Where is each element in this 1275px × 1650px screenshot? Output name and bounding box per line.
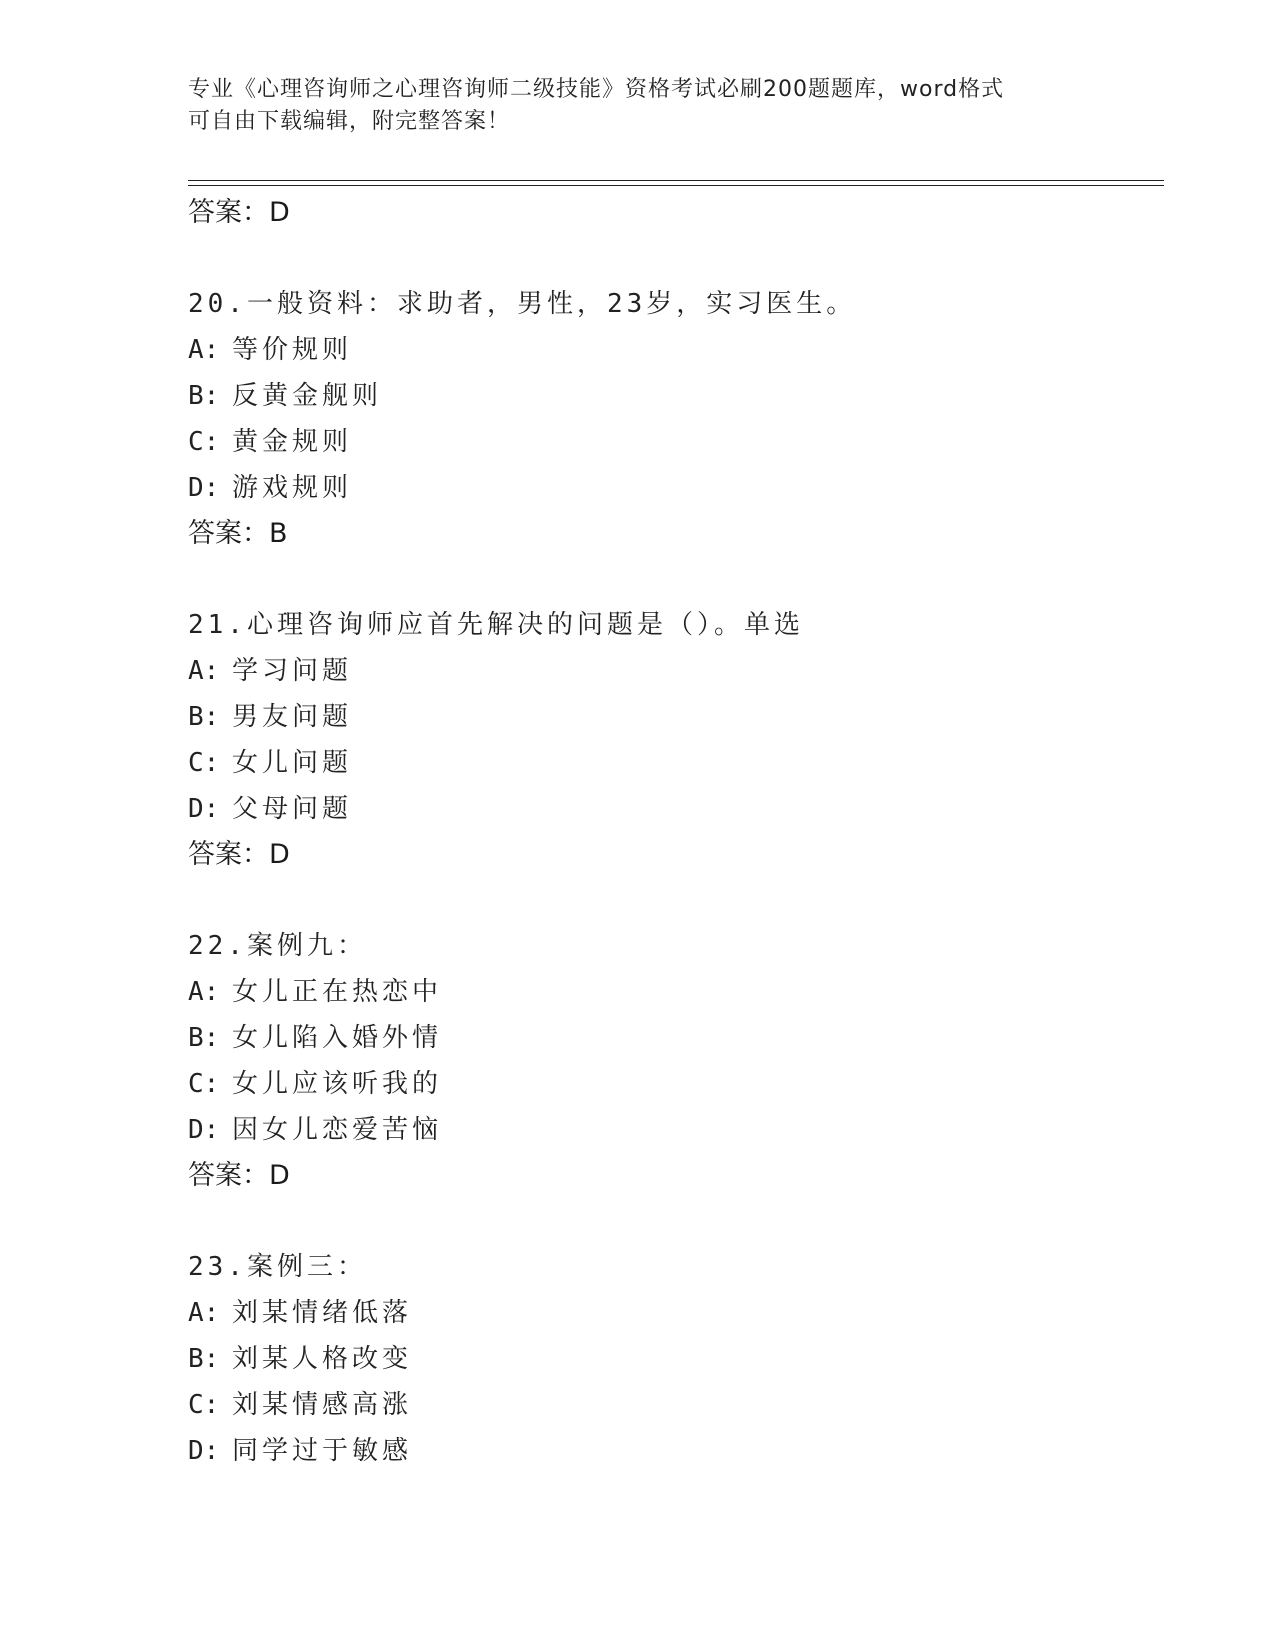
option-text: 因女儿恋爱苦恼 <box>232 1115 443 1145</box>
question-block <box>188 602 1148 878</box>
option-text: 刘某情感高涨 <box>232 1390 413 1420</box>
option-letter: C: <box>188 1390 220 1420</box>
option-c <box>188 740 1148 786</box>
option-letter: B: <box>188 1344 220 1374</box>
question-block <box>188 923 1148 1199</box>
option-text: 女儿应该听我的 <box>232 1069 443 1099</box>
question-stem: 20.一般资料：求助者，男性，23岁，实习医生。 <box>188 289 857 319</box>
option-letter: C: <box>188 748 220 778</box>
option-a <box>188 327 1148 373</box>
option-letter: B: <box>188 1023 220 1053</box>
question-list <box>188 190 1148 1474</box>
option-letter: A: <box>188 1298 220 1328</box>
option-text: 同学过于敏感 <box>232 1436 413 1466</box>
answer-line: 答案：B <box>188 518 288 549</box>
spacer <box>188 878 1148 923</box>
option-d <box>188 1428 1148 1474</box>
option-b <box>188 1015 1148 1061</box>
option-letter: D: <box>188 473 220 503</box>
option-text: 女儿陷入婚外情 <box>232 1023 443 1053</box>
option-text: 男友问题 <box>232 702 353 732</box>
option-letter: D: <box>188 1436 220 1466</box>
question-stem: 22.案例九： <box>188 931 367 961</box>
option-c <box>188 1382 1148 1428</box>
option-text: 女儿正在热恋中 <box>232 977 443 1007</box>
option-text: 刘某人格改变 <box>232 1344 413 1374</box>
option-b <box>188 694 1148 740</box>
question-stem: 21.心理咨询师应首先解决的问题是（）。单选 <box>188 610 804 640</box>
option-letter: D: <box>188 794 220 824</box>
option-letter: C: <box>188 1069 220 1099</box>
option-d <box>188 786 1148 832</box>
option-text: 女儿问题 <box>232 748 353 778</box>
option-c <box>188 1061 1148 1107</box>
option-letter: D: <box>188 1115 220 1145</box>
option-text: 黄金规则 <box>232 427 353 457</box>
answer-line: 答案：D <box>188 1160 290 1191</box>
option-text: 反黄金舰则 <box>232 381 383 411</box>
option-text: 父母问题 <box>232 794 353 824</box>
option-a <box>188 648 1148 694</box>
option-letter: B: <box>188 702 220 732</box>
spacer <box>188 236 1148 281</box>
header-line-2: 可自由下载编辑，附完整答案！ <box>188 109 511 134</box>
spacer <box>188 557 1148 602</box>
option-a <box>188 969 1148 1015</box>
option-text: 等价规则 <box>232 335 353 365</box>
answer-line: 答案：D <box>188 839 290 870</box>
option-text: 学习问题 <box>232 656 353 686</box>
option-c <box>188 419 1148 465</box>
option-d <box>188 465 1148 511</box>
header-line-1: 专业《心理咨询师之心理咨询师二级技能》资格考试必刷200题题库，word格式 <box>188 77 1005 102</box>
option-a <box>188 1290 1148 1336</box>
question-block <box>188 281 1148 557</box>
option-letter: A: <box>188 977 220 1007</box>
option-text: 游戏规则 <box>232 473 353 503</box>
option-letter: B: <box>188 381 220 411</box>
option-b <box>188 373 1148 419</box>
header-rule-top <box>188 180 1164 181</box>
option-letter: C: <box>188 427 220 457</box>
header-rule-bottom <box>188 185 1164 186</box>
question-block <box>188 1244 1148 1474</box>
question-stem: 23.案例三： <box>188 1252 367 1282</box>
option-b <box>188 1336 1148 1382</box>
spacer <box>188 1199 1148 1244</box>
option-text: 刘某情绪低落 <box>232 1298 413 1328</box>
option-d <box>188 1107 1148 1153</box>
answer-line: 答案：D <box>188 197 290 228</box>
document-header <box>188 74 1088 138</box>
option-letter: A: <box>188 656 220 686</box>
option-letter: A: <box>188 335 220 365</box>
